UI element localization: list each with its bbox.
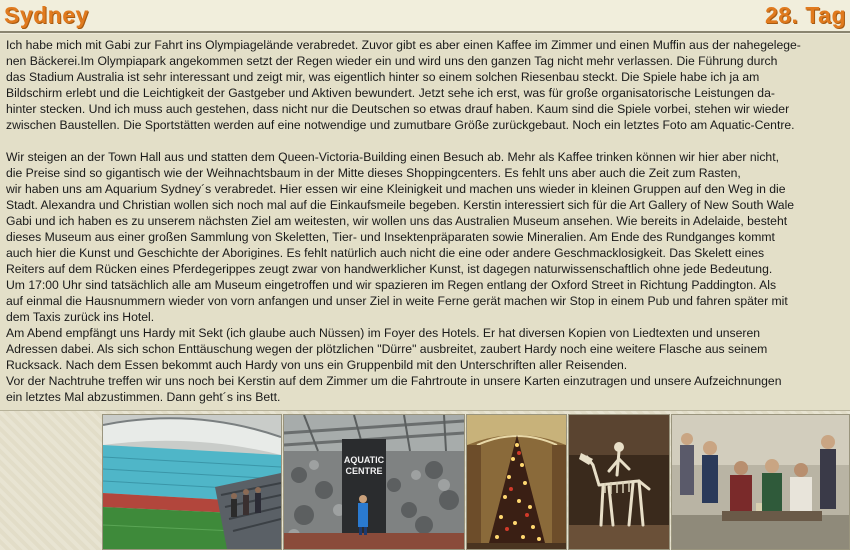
- stadium-photo[interactable]: [102, 414, 282, 550]
- aquatic-centre-image: [284, 415, 464, 549]
- day-title: 28. Tag: [764, 2, 846, 28]
- group-foyer-image: [672, 415, 849, 549]
- header-divider: [0, 31, 850, 33]
- photo-strip: [0, 411, 850, 550]
- aquatic-centre-photo[interactable]: [283, 414, 465, 550]
- group-foyer-photo[interactable]: [671, 414, 850, 550]
- christmas-tree-photo[interactable]: [466, 414, 567, 550]
- stadium-image: [103, 415, 281, 549]
- skeleton-photo[interactable]: [568, 414, 670, 550]
- diary-text: [6, 37, 848, 405]
- skeleton-image: [569, 415, 669, 549]
- page-header: [0, 0, 850, 31]
- christmas-tree-image: [467, 415, 566, 549]
- sign-text-aquatic: AQUATIC: [343, 455, 385, 465]
- city-title: Sydney: [4, 2, 89, 28]
- paragraph-1: Ich habe mich mit Gabi zur Fahrt ins Olympiagelände verabredet. Zuvor gibt es aber einen Kaffee im Zimmer und einen Muffin aus der nahegelege- nen Bäckerei.Im Olympiapark angekommen setzt der Regen wieder ein und wird uns den ganzen Tag nicht mehr verlassen. Die Führung durch das Stadium Australia ist sehr interessant und zeigt mir, was eigentlich hinter so einem solchen Riesenbau steckt. Die Spiele habe ich ja am Bildschirm erlebt und die Leichtigkeit der Gastgeber und Aktiven bewundert. Jetzt sehe ich erst, was für große organisatorische Leistungen da- hinter stecken. Und ich muss auch gestehen, dass nicht nur die Deutschen so etwas drauf haben. Kaum sind die Spiele vorbei, stehen wir wieder zwischen Baustellen. Die Sportstätten werden auf eine notwendige und zumutbare Größe zurückgebaut. Noch ein letztes Foto am Aquatic-Centre.: [6, 38, 801, 132]
- sign-text-centre: CENTRE: [345, 466, 383, 476]
- diary-text-panel: [0, 34, 850, 411]
- paragraph-2: Wir steigen an der Town Hall aus und statten dem Queen-Victoria-Building einen Besuch ab. Mehr als Kaffee trinken können wir hier aber nicht, die Preise sind so gigantisch wie der Weihnachtsbaum in der Mitte dieses Shoppingcenters. Es fehlt uns aber auch die Zeit zum Rasten, wir haben uns am Aquarium Sydney´s verabredet. Hier essen wir eine Kleinigkeit und machen uns wieder in kleinen Gruppen auf den Weg in die Stadt. Alexandra und Christian wollen sich noch mal auf die Einkaufsmeile begeben. Kerstin interessiert sich für die Art Gallery of New South Wale Gabi und ich haben es zu unserem nächsten Ziel am weitesten, wir wollen uns das Australien Museum ansehen. Wie bereits in Adelaide, besteht dieses Museum aus einer großen Sammlung von Skeletten, Tier- und Insektenpräparaten sowie Mineralien. Am Ende des Rundganges kommt auch hier die Kunst und Geschichte der Aborigines. Es fehlt natürlich auch nicht die eine oder andere Geschmacklosigkeit. Das Skelett eines Reiters auf dem Rücken eines Pferdegerippes zeugt zwar von handwerklicher Kunst, ist dagegen naturwissenschaftlich ohne jede Bedeutung. Um 17:00 Uhr sind tatsächlich alle am Museum eingetroffen und wir spazieren im Regen entlang der Oxford Street in Richtung Paddington. Als auf einmal die Hausnummern wieder von vorn anfangen und unser Ziel in weite Ferne gerät machen wir Stop in einem Pub und fahren später mit dem Taxis zurück ins Hotel. Am Abend empfängt uns Hardy mit Sekt (ich glaube auch Nüssen) im Foyer des Hotels. Er hat diversen Kopien von Liedtexten und unseren Adressen dabei. Als sich schon Enttäuschung wegen der plötzlichen "Dürre" ausbreitet, zaubert Hardy noch eine weitere Flasche aus seinem Rucksack. Nach dem Essen bekommt auch Hardy von uns ein Gruppenbild mit den Unterschriften aller Reisenden. Vor der Nachtruhe treffen wir uns noch bei Kerstin auf dem Zimmer um die Fahrtroute in unsere Karten einzutragen und unsere Aufzeichnungen ein letztes Mal abzustimmen. Dann geht´s ins Bett.: [6, 150, 795, 404]
